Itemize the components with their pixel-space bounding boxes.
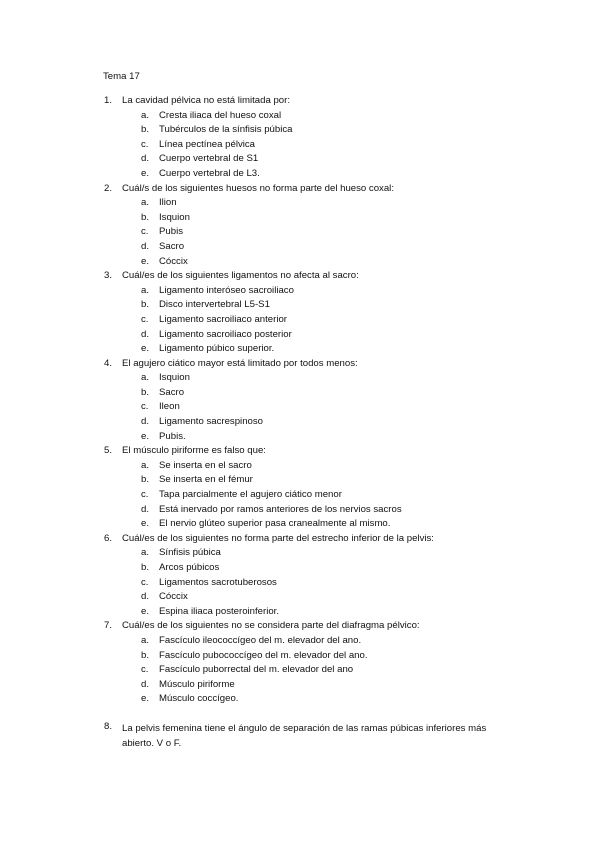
- option-text: Isquion: [159, 211, 190, 223]
- option-text: Ileon: [159, 401, 180, 413]
- option-text: Ligamento púbico superior.: [159, 343, 275, 355]
- question-1: [0, 94, 599, 182]
- option-letter: a.: [141, 634, 150, 646]
- option-item: [0, 255, 599, 270]
- option-text: Músculo coccígeo.: [159, 693, 239, 705]
- option-letter: d.: [141, 678, 150, 690]
- option-letter: b.: [141, 299, 150, 311]
- option-letter: d.: [141, 328, 150, 340]
- option-item: [0, 576, 599, 591]
- option-item: [0, 634, 599, 649]
- option-letter: b.: [141, 124, 150, 136]
- option-list: [0, 284, 599, 357]
- option-text: Está inervado por ramos anteriores de los nervios sacros: [159, 503, 402, 515]
- option-text: Isquion: [159, 372, 190, 384]
- option-letter: e.: [141, 430, 150, 442]
- question-line: [0, 532, 599, 547]
- option-text: Ilion: [159, 197, 177, 209]
- option-letter: e.: [141, 693, 150, 705]
- option-letter: a.: [141, 284, 150, 296]
- option-letter: e.: [141, 518, 150, 530]
- question-text: Cuál/es de los siguientes no se considera parte del diafragma pélvico:: [122, 620, 420, 632]
- option-letter: a.: [141, 197, 150, 209]
- question-line: [0, 444, 599, 459]
- option-letter: c.: [141, 313, 149, 325]
- option-text: Ligamento interóseo sacroiliaco: [159, 284, 294, 296]
- question-number: 6.: [104, 532, 113, 544]
- question-number: 8.: [104, 721, 113, 732]
- option-text: Cresta iliaca del hueso coxal: [159, 109, 282, 121]
- option-letter: d.: [141, 153, 150, 165]
- option-letter: c.: [141, 226, 149, 238]
- question-list: [0, 94, 599, 707]
- option-item: [0, 313, 599, 328]
- option-item: [0, 328, 599, 343]
- option-text: Cóccix: [159, 591, 188, 603]
- option-text: Se inserta en el sacro: [159, 459, 252, 471]
- option-item: [0, 386, 599, 401]
- option-text: Ligamento sacroiliaco posterior: [159, 328, 292, 340]
- option-text: Músculo piriforme: [159, 678, 235, 690]
- question-text: Cuál/es de los siguientes ligamentos no afecta al sacro:: [122, 270, 359, 282]
- option-text: Sacro: [159, 240, 185, 252]
- question-text: Cuál/s de los siguientes huesos no forma parte del hueso coxal:: [122, 182, 394, 194]
- option-item: [0, 488, 599, 503]
- question-3: [0, 269, 599, 357]
- option-item: [0, 605, 599, 620]
- question-text: El músculo piriforme es falso que:: [122, 445, 266, 457]
- option-list: [0, 634, 599, 707]
- option-item: [0, 123, 599, 138]
- option-item: [0, 649, 599, 664]
- question-text: Cuál/es de los siguientes no forma parte del estrecho inferior de la pelvis:: [122, 532, 434, 544]
- option-list: [0, 109, 599, 182]
- option-text: Fascículo ileococcígeo del m. elevador del ano.: [159, 634, 362, 646]
- option-text: Disco intervertebral L5-S1: [159, 299, 270, 311]
- option-letter: a.: [141, 109, 150, 121]
- option-item: [0, 167, 599, 182]
- question-text: El agujero ciático mayor está limitado por todos menos:: [122, 357, 358, 369]
- option-item: [0, 473, 599, 488]
- option-text: Sacro: [159, 386, 185, 398]
- option-item: [0, 284, 599, 299]
- option-text: Pubis: [159, 226, 183, 238]
- option-letter: e.: [141, 255, 150, 267]
- question-6: [0, 532, 599, 620]
- option-item: [0, 663, 599, 678]
- option-text: Espina iliaca posteroinferior.: [159, 605, 279, 617]
- option-text: Cuerpo vertebral de S1: [159, 153, 259, 165]
- question-line: [0, 182, 599, 197]
- option-letter: c.: [141, 576, 149, 588]
- option-text: Tapa parcialmente el agujero ciático menor: [159, 489, 342, 501]
- option-text: Línea pectínea pélvica: [159, 138, 256, 150]
- option-text: Ligamento sacrespinoso: [159, 416, 263, 428]
- option-list: [0, 459, 599, 532]
- option-item: [0, 196, 599, 211]
- question-number: 7.: [104, 620, 113, 632]
- option-item: [0, 678, 599, 693]
- option-letter: c.: [141, 138, 149, 150]
- option-text: Cuerpo vertebral de L3.: [159, 167, 260, 179]
- option-item: [0, 561, 599, 576]
- option-letter: d.: [141, 591, 150, 603]
- option-letter: e.: [141, 343, 150, 355]
- option-letter: c.: [141, 489, 149, 501]
- option-item: [0, 240, 599, 255]
- question-number: 3.: [104, 270, 113, 282]
- option-item: [0, 109, 599, 124]
- question-5: [0, 444, 599, 532]
- option-text: Fascículo puborrectal del m. elevador del ano: [159, 664, 354, 676]
- option-letter: b.: [141, 562, 150, 573]
- option-text: Ligamentos sacrotuberosos: [159, 576, 277, 588]
- option-letter: a.: [141, 372, 150, 384]
- option-letter: d.: [141, 240, 150, 252]
- option-item: [0, 517, 599, 532]
- option-text: Tubérculos de la sínfisis púbica: [159, 124, 293, 136]
- option-item: [0, 546, 599, 561]
- option-list: [0, 196, 599, 269]
- page-title: Tema 17: [103, 71, 140, 82]
- option-list: [0, 371, 599, 444]
- option-item: [0, 138, 599, 153]
- option-text: Ligamento sacroiliaco anterior: [159, 313, 287, 325]
- option-letter: c.: [141, 401, 149, 413]
- option-letter: a.: [141, 547, 150, 559]
- option-item: [0, 415, 599, 430]
- option-item: [0, 342, 599, 357]
- question-4: [0, 357, 599, 445]
- option-item: [0, 692, 599, 707]
- option-list: [0, 546, 599, 619]
- option-item: [0, 371, 599, 386]
- option-letter: b.: [141, 649, 150, 661]
- question-7: [0, 619, 599, 707]
- option-letter: d.: [141, 416, 150, 428]
- option-letter: b.: [141, 474, 150, 486]
- question-line: [0, 619, 599, 634]
- question-number: 2.: [104, 182, 113, 194]
- option-letter: a.: [141, 459, 150, 471]
- question-number: 4.: [104, 357, 113, 369]
- option-letter: b.: [141, 386, 150, 398]
- option-item: [0, 503, 599, 518]
- question-number: 5.: [104, 445, 113, 457]
- option-letter: b.: [141, 211, 150, 223]
- question-line: [0, 357, 599, 372]
- option-text: Cóccix: [159, 255, 188, 267]
- option-text: El nervio glúteo superior pasa cranealmente al mismo.: [159, 518, 391, 530]
- question-text: La pelvis femenina tiene el ángulo de separación de las ramas púbicas inferiores más abierto. V o F.: [122, 723, 487, 749]
- option-item: [0, 400, 599, 415]
- option-item: [0, 590, 599, 605]
- option-letter: d.: [141, 503, 150, 515]
- question-line: [0, 269, 599, 284]
- option-letter: e.: [141, 605, 150, 617]
- option-item: [0, 459, 599, 474]
- question-text: La cavidad pélvica no está limitada por:: [122, 95, 290, 106]
- option-item: [0, 211, 599, 226]
- option-text: Sínfisis púbica: [159, 547, 221, 559]
- option-item: [0, 430, 599, 445]
- question-2: [0, 182, 599, 270]
- option-letter: c.: [141, 664, 149, 676]
- option-text: Se inserta en el fémur: [159, 474, 253, 486]
- question-number: 1.: [104, 95, 113, 106]
- option-text: Pubis.: [159, 430, 186, 442]
- option-text: Fascículo pubococcígeo del m. elevador del ano.: [159, 649, 368, 661]
- option-item: [0, 152, 599, 167]
- option-letter: e.: [141, 167, 150, 179]
- option-item: [0, 298, 599, 313]
- option-text: Arcos púbicos: [159, 562, 220, 573]
- question-line: [0, 94, 599, 109]
- option-item: [0, 225, 599, 240]
